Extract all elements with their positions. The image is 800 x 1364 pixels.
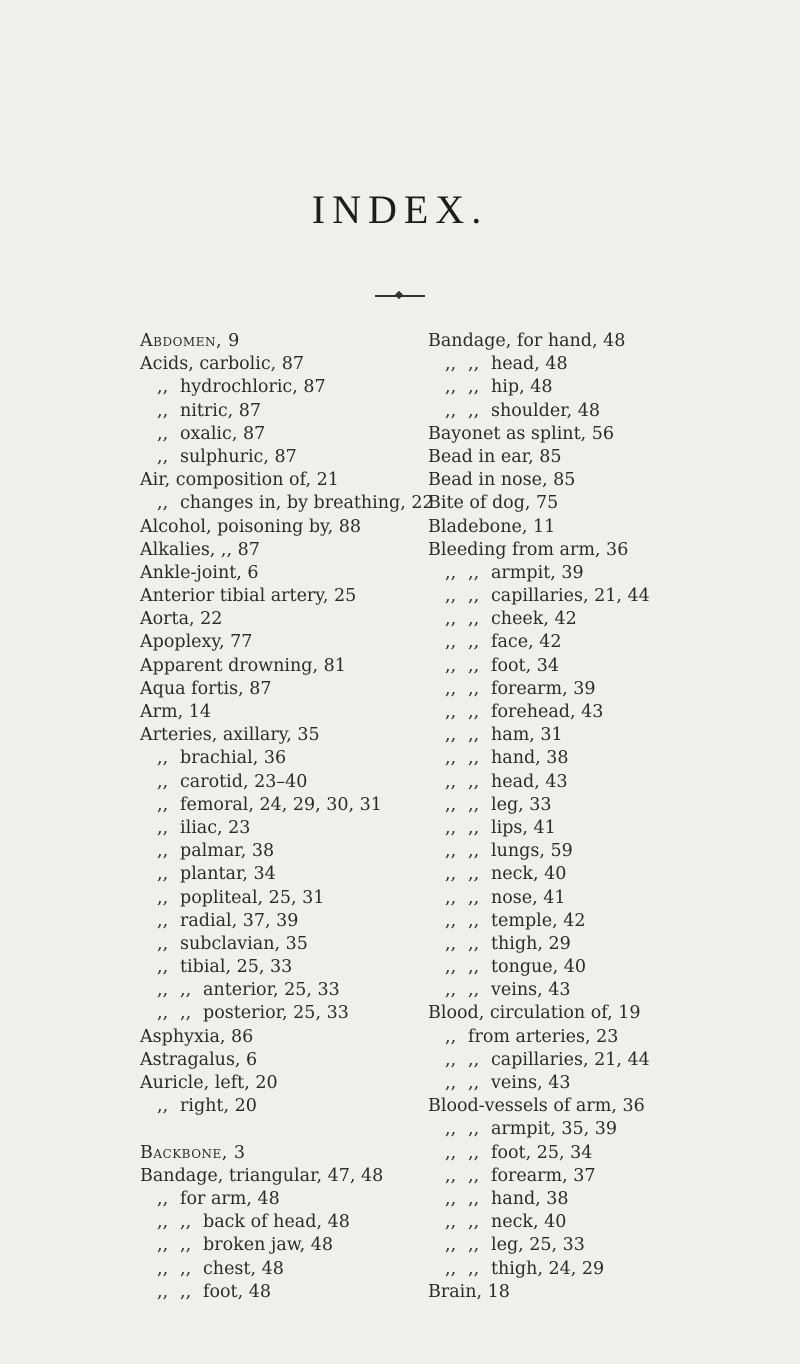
index-entry — [140, 492, 434, 515]
index-entry-text: anterior, 25, 33 — [203, 980, 340, 1001]
ditto-mark: ,, — [157, 1003, 169, 1024]
index-entry-text: Ankle-joint, 6 — [140, 562, 259, 583]
ditto-mark: ,, — [445, 655, 457, 676]
index-entry-text: from arteries, 23 — [468, 1026, 619, 1047]
index-entry-text: back of head, 48 — [203, 1212, 350, 1233]
index-entry — [140, 1165, 390, 1188]
index-entry — [140, 678, 390, 701]
ditto-mark: ,, — [445, 980, 457, 1001]
index-entry-text: cheek, 42 — [491, 609, 577, 630]
ditto-mark: ,, — [445, 1188, 457, 1209]
ditto-mark: ,, — [445, 1235, 457, 1256]
ditto-mark: ,, — [157, 1096, 169, 1117]
index-entry-text: nitric, 87 — [180, 400, 262, 421]
index-entry-text: forearm, 37 — [491, 1165, 596, 1186]
index-entry — [428, 887, 688, 910]
ditto-mark: ,, — [445, 1119, 457, 1140]
index-entry — [140, 585, 390, 608]
index-entry — [428, 840, 688, 863]
index-entry — [140, 330, 390, 353]
index-entry-text: plantar, 34 — [180, 864, 276, 885]
index-entry — [428, 539, 688, 562]
index-entry-text: Aorta, 22 — [140, 609, 223, 630]
index-entry — [140, 1211, 390, 1234]
index-entry — [428, 330, 688, 353]
index-entry — [428, 423, 688, 446]
ditto-mark: ,, — [180, 1212, 192, 1233]
ditto-mark: ,, — [157, 794, 169, 815]
index-entry — [428, 562, 688, 585]
index-entry — [428, 1281, 688, 1304]
index-entry — [428, 979, 688, 1002]
index-entry-text: Alkalies, ,, 87 — [140, 539, 260, 560]
index-entry-text: Bayonet as splint, 56 — [428, 423, 614, 444]
index-entry-text: Auricle, left, 20 — [140, 1073, 278, 1093]
ditto-mark: ,, — [445, 887, 457, 908]
index-entry — [140, 655, 390, 678]
index-entry-text: Bead in ear, 85 — [428, 446, 562, 467]
index-entry-text: hip, 48 — [491, 377, 553, 398]
ditto-mark: ,, — [445, 586, 457, 607]
index-entry — [428, 400, 688, 423]
title-divider — [375, 295, 425, 297]
ditto-mark: ,, — [445, 377, 457, 398]
index-entry — [140, 631, 390, 654]
index-entry-text: tibial, 25, 33 — [180, 957, 293, 978]
index-entry — [428, 1026, 688, 1049]
index-entry-text: veins, 43 — [491, 980, 571, 1001]
ditto-mark: ,, — [468, 1049, 480, 1070]
index-entry-text: Bleeding from arm, 36 — [428, 539, 629, 560]
index-entry — [428, 794, 688, 817]
index-entry-text: hydrochloric, 87 — [180, 377, 326, 398]
index-entry-text: face, 42 — [491, 632, 562, 653]
index-entry — [428, 1049, 688, 1072]
index-entry-text: brachial, 36 — [180, 748, 287, 769]
index-entry — [140, 956, 390, 979]
index-entry — [428, 469, 688, 492]
index-entry — [428, 516, 688, 539]
index-entry — [140, 516, 390, 539]
index-entry — [140, 724, 390, 747]
ditto-mark: ,, — [157, 910, 169, 931]
index-entry — [140, 446, 390, 469]
index-entry-text: armpit, 35, 39 — [491, 1119, 618, 1140]
ditto-mark: ,, — [157, 423, 169, 444]
index-entry — [428, 933, 688, 956]
index-entry-text: hand, 38 — [491, 748, 569, 769]
index-entry — [428, 608, 688, 631]
index-entry-text: palmar, 38 — [180, 841, 275, 862]
ditto-mark: ,, — [468, 910, 480, 931]
index-entry — [140, 1072, 390, 1095]
index-entry-text: Air, composition of, 21 — [140, 470, 339, 491]
ditto-mark: ,, — [157, 957, 169, 978]
index-entry — [140, 910, 390, 933]
index-entry — [140, 539, 390, 562]
ditto-mark: ,, — [468, 377, 480, 398]
ditto-mark: ,, — [445, 910, 457, 931]
ditto-mark: ,, — [468, 655, 480, 676]
index-entry-text: Arteries, axillary, 35 — [140, 725, 320, 746]
ditto-mark: ,, — [157, 377, 169, 398]
ditto-mark: ,, — [445, 841, 457, 862]
index-entry-text: Apparent drowning, 81 — [140, 655, 346, 676]
index-entry-text: leg, 25, 33 — [491, 1235, 585, 1256]
index-entry — [140, 562, 390, 585]
ditto-mark: ,, — [445, 864, 457, 885]
index-entry — [428, 1118, 688, 1141]
index-entry-text: Blood, circulation of, 19 — [428, 1003, 641, 1024]
ditto-mark: ,, — [468, 609, 480, 630]
ditto-mark: ,, — [468, 1073, 480, 1093]
ditto-mark: ,, — [468, 864, 480, 885]
ditto-mark: ,, — [445, 725, 457, 746]
index-entry-text: Backbone, 3 — [140, 1142, 246, 1163]
index-entry — [140, 887, 390, 910]
index-entry-text: Brain, 18 — [428, 1281, 510, 1302]
index-entry — [428, 1072, 688, 1095]
index-entry — [140, 1142, 390, 1165]
index-entry-text: sulphuric, 87 — [180, 446, 297, 467]
index-entry-text: forehead, 43 — [491, 702, 604, 722]
index-entry — [140, 400, 390, 423]
page-title: INDEX. — [311, 187, 489, 232]
index-entry-text: for arm, 48 — [180, 1188, 280, 1209]
ditto-mark: ,, — [468, 933, 480, 954]
index-entry-text: forearm, 39 — [491, 678, 596, 699]
index-column-left — [140, 330, 434, 1304]
index-entry — [428, 1165, 688, 1188]
index-entry — [428, 1234, 688, 1257]
index-entry-text: oxalic, 87 — [180, 423, 266, 444]
ditto-mark: ,, — [180, 1281, 192, 1302]
ditto-mark: ,, — [445, 562, 457, 583]
ditto-mark: ,, — [180, 1003, 192, 1024]
index-entry — [428, 1188, 688, 1211]
ditto-mark: ,, — [157, 1212, 169, 1233]
index-entry-text: Aqua fortis, 87 — [140, 678, 272, 699]
ditto-mark: ,, — [468, 794, 480, 815]
index-entry — [428, 631, 688, 654]
ditto-mark: ,, — [180, 1258, 192, 1279]
ditto-mark: ,, — [157, 400, 169, 421]
index-entry-text: Apoplexy, 77 — [140, 632, 253, 653]
index-entry — [140, 701, 390, 724]
ditto-mark: ,, — [445, 1212, 457, 1233]
index-entry — [140, 1188, 390, 1211]
index-entry-text: Astragalus, 6 — [140, 1049, 258, 1070]
ditto-mark: ,, — [468, 1188, 480, 1209]
index-entry — [140, 1049, 390, 1072]
index-entry — [140, 1258, 390, 1281]
index-entry-text: thigh, 24, 29 — [491, 1258, 605, 1279]
index-entry — [140, 1095, 390, 1118]
index-entry-text: tongue, 40 — [491, 957, 587, 978]
index-entry-text: thigh, 29 — [491, 933, 571, 954]
index-entry — [140, 608, 390, 631]
index-entry — [428, 492, 688, 515]
index-entry-text: Acids, carbolic, 87 — [140, 354, 305, 375]
ditto-mark: ,, — [445, 632, 457, 653]
index-entry — [428, 1258, 688, 1281]
index-entry — [428, 1211, 688, 1234]
ditto-mark: ,, — [445, 933, 457, 954]
ditto-mark: ,, — [445, 1165, 457, 1186]
index-entry-text: Blood-vessels of arm, 36 — [428, 1096, 645, 1117]
index-entry-text: foot, 25, 34 — [491, 1142, 593, 1163]
index-entry — [428, 678, 688, 701]
ditto-mark: ,, — [445, 748, 457, 769]
ditto-mark: ,, — [468, 771, 480, 792]
ditto-mark: ,, — [468, 817, 480, 838]
ditto-mark: ,, — [157, 864, 169, 885]
ditto-mark: ,, — [445, 1073, 457, 1093]
ditto-mark: ,, — [468, 1235, 480, 1256]
ditto-mark: ,, — [468, 1142, 480, 1163]
ditto-mark: ,, — [157, 841, 169, 862]
index-entry-text: Bladebone, 11 — [428, 516, 556, 537]
index-entry — [140, 979, 390, 1002]
index-entry-text: Bandage, for hand, 48 — [428, 331, 626, 351]
ditto-mark: ,, — [468, 586, 480, 607]
index-entry-text: armpit, 39 — [491, 562, 584, 583]
index-entry-text: Abdomen, 9 — [140, 331, 240, 351]
index-entry-text: head, 43 — [491, 771, 568, 792]
index-entry — [428, 724, 688, 747]
index-entry-text: right, 20 — [180, 1096, 257, 1117]
index-entry — [428, 817, 688, 840]
index-entry — [428, 1095, 688, 1118]
index-entry-text: chest, 48 — [203, 1258, 284, 1279]
ditto-mark: ,, — [157, 933, 169, 954]
ditto-mark: ,, — [157, 748, 169, 769]
index-entry-text: Asphyxia, 86 — [140, 1026, 254, 1047]
index-entry-text: leg, 33 — [491, 794, 552, 815]
index-entry-text: Bead in nose, 85 — [428, 470, 576, 491]
index-entry — [140, 771, 390, 794]
ditto-mark: ,, — [445, 702, 457, 722]
index-entry-text: changes in, by breathing, 22 — [180, 493, 434, 514]
index-entry-text: posterior, 25, 33 — [203, 1003, 349, 1024]
ditto-mark: ,, — [445, 609, 457, 630]
ditto-mark: ,, — [180, 1235, 192, 1256]
index-entry — [140, 1002, 390, 1025]
ditto-mark: ,, — [468, 354, 480, 375]
index-entry-text: hand, 38 — [491, 1188, 569, 1209]
index-entry-text: ham, 31 — [491, 725, 563, 746]
index-entry-text: carotid, 23–40 — [180, 771, 308, 792]
ditto-mark: ,, — [468, 841, 480, 862]
index-entry — [428, 655, 688, 678]
index-entry — [428, 446, 688, 469]
index-entry-text: foot, 48 — [203, 1281, 271, 1302]
ditto-mark: ,, — [445, 678, 457, 699]
ditto-mark: ,, — [445, 1049, 457, 1070]
ditto-mark: ,, — [468, 748, 480, 769]
index-entry-text: shoulder, 48 — [491, 400, 601, 421]
ditto-mark: ,, — [445, 771, 457, 792]
index-entry-text: Alcohol, poisoning by, 88 — [140, 516, 362, 537]
index-entry — [140, 794, 390, 817]
ditto-mark: ,, — [468, 1165, 480, 1186]
index-entry — [140, 423, 390, 446]
index-entry-text: popliteal, 25, 31 — [180, 887, 325, 908]
index-entry-text: neck, 40 — [491, 864, 567, 885]
index-column-right — [428, 330, 688, 1304]
index-entry-text: foot, 34 — [491, 655, 559, 676]
index-entry — [140, 747, 390, 770]
index-entry — [140, 469, 390, 492]
ditto-mark: ,, — [157, 1188, 169, 1209]
ditto-mark: ,, — [157, 817, 169, 838]
index-entry-text: head, 48 — [491, 354, 568, 375]
index-entry-text: capillaries, 21, 44 — [491, 1049, 650, 1070]
index-entry — [140, 1026, 390, 1049]
index-entry-text: lips, 41 — [491, 817, 556, 838]
ditto-mark: ,, — [445, 354, 457, 375]
index-entry-text: Bite of dog, 75 — [428, 493, 559, 514]
index-entry-text: capillaries, 21, 44 — [491, 586, 650, 607]
ditto-mark: ,, — [468, 632, 480, 653]
index-entry-text: Arm, 14 — [140, 702, 211, 722]
index-entry — [140, 376, 390, 399]
ditto-mark: ,, — [445, 1142, 457, 1163]
index-entry-text: neck, 40 — [491, 1212, 567, 1233]
section-gap — [140, 1118, 390, 1141]
ditto-mark: ,, — [157, 887, 169, 908]
ditto-mark: ,, — [445, 794, 457, 815]
ditto-mark: ,, — [445, 817, 457, 838]
ditto-mark: ,, — [157, 1281, 169, 1302]
index-entry-text: veins, 43 — [491, 1073, 571, 1093]
index-entry — [428, 353, 688, 376]
ditto-mark: ,, — [157, 1258, 169, 1279]
index-entry — [428, 1142, 688, 1165]
ditto-mark: ,, — [445, 1026, 457, 1047]
ditto-mark: ,, — [445, 400, 457, 421]
index-entry-text: femoral, 24, 29, 30, 31 — [180, 794, 382, 815]
index-entry — [140, 840, 390, 863]
index-entry-text: Bandage, triangular, 47, 48 — [140, 1165, 384, 1186]
ditto-mark: ,, — [468, 678, 480, 699]
index-entry — [140, 1281, 390, 1304]
index-entry — [428, 376, 688, 399]
ditto-mark: ,, — [445, 957, 457, 978]
ditto-mark: ,, — [468, 1212, 480, 1233]
ditto-mark: ,, — [180, 980, 192, 1001]
index-entry — [428, 910, 688, 933]
ditto-mark: ,, — [157, 1235, 169, 1256]
ditto-mark: ,, — [468, 562, 480, 583]
index-entry-text: iliac, 23 — [180, 817, 251, 838]
ditto-mark: ,, — [468, 887, 480, 908]
index-entry-text: lungs, 59 — [491, 841, 573, 862]
ditto-mark: ,, — [468, 725, 480, 746]
index-entry-text: nose, 41 — [491, 887, 566, 908]
index-entry — [140, 817, 390, 840]
ditto-mark: ,, — [468, 1119, 480, 1140]
index-entry — [428, 863, 688, 886]
ditto-mark: ,, — [468, 980, 480, 1001]
index-entry — [428, 701, 688, 724]
index-entry — [140, 863, 390, 886]
ditto-mark: ,, — [157, 771, 169, 792]
index-entry-text: broken jaw, 48 — [203, 1235, 334, 1256]
index-entry-text: Anterior tibial artery, 25 — [140, 586, 357, 607]
ditto-mark: ,, — [468, 1258, 480, 1279]
index-entry-text: subclavian, 35 — [180, 933, 308, 954]
ditto-mark: ,, — [445, 1258, 457, 1279]
index-entry — [428, 585, 688, 608]
index-entry — [428, 771, 688, 794]
ditto-mark: ,, — [468, 957, 480, 978]
ditto-mark: ,, — [157, 980, 169, 1001]
index-entry — [428, 956, 688, 979]
ditto-mark: ,, — [157, 493, 169, 514]
ditto-mark: ,, — [468, 400, 480, 421]
index-entry — [428, 747, 688, 770]
ditto-mark: ,, — [157, 446, 169, 467]
index-entry-text: radial, 37, 39 — [180, 910, 299, 931]
index-entry — [140, 1234, 390, 1257]
index-entry — [140, 933, 390, 956]
index-entry — [428, 1002, 688, 1025]
index-entry-text: temple, 42 — [491, 910, 586, 931]
ditto-mark: ,, — [468, 702, 480, 722]
index-entry — [140, 353, 390, 376]
